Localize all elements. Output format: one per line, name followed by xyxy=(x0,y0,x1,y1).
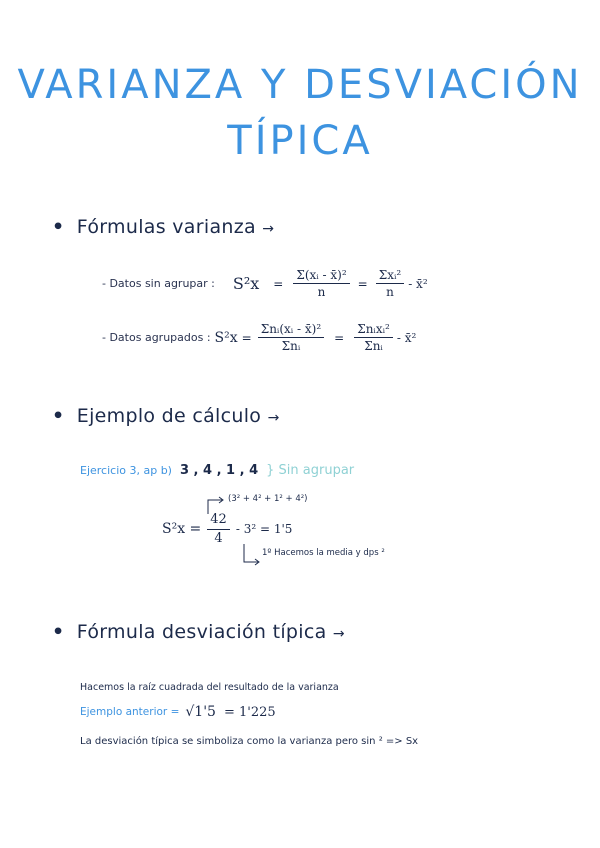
arrow-icon: → xyxy=(262,221,275,237)
deviation-example xyxy=(80,704,276,720)
bullet: • xyxy=(52,216,65,238)
grouped-tail: - x̄² xyxy=(396,330,417,345)
formula-grouped xyxy=(102,322,416,354)
section-deviation-heading xyxy=(52,621,345,643)
fraction-denominator: 4 xyxy=(214,530,223,546)
ungrouped-lhs: S²x xyxy=(232,274,260,294)
exercise-data: 3 , 4 , 1 , 4 xyxy=(179,463,259,478)
page-title-line1: VARIANZA Y DESVIACIÓN xyxy=(17,62,583,108)
grouped-fraction-1 xyxy=(258,322,324,354)
brace-note: } Sin agrupar xyxy=(266,463,355,478)
deviation-line-3: La desviación típica se simboliza como la varianza pero sin ² => Sx xyxy=(80,736,419,747)
arrow-icon: → xyxy=(332,626,345,642)
fraction-denominator: n xyxy=(317,285,326,300)
formula-ungrouped xyxy=(102,268,428,300)
section-formulas-heading xyxy=(52,216,274,238)
equals-sign: = xyxy=(334,330,345,345)
fraction-denominator: n xyxy=(386,285,394,300)
ungrouped-label: - Datos sin agrupar : xyxy=(102,277,215,291)
equals-sign: = xyxy=(241,330,252,345)
annotation-corner-arrow-icon xyxy=(240,542,262,566)
equals-sign: = xyxy=(357,276,368,291)
calc-fraction xyxy=(207,512,230,546)
example-exercise-line xyxy=(80,463,354,478)
heading-text: Fórmula desviación típica xyxy=(76,621,327,643)
fraction-denominator: Σnᵢ xyxy=(281,339,301,354)
page-title-line2: TÍPICA xyxy=(227,118,373,164)
annotation-top: (3² + 4² + 1² + 4²) xyxy=(228,494,308,504)
exercise-label: Ejercicio 3, ap b) xyxy=(80,464,172,477)
equals-sign: = xyxy=(273,276,284,291)
arrow-icon: → xyxy=(267,410,280,426)
section-example-heading xyxy=(52,405,280,427)
example-label: Ejemplo anterior = xyxy=(80,706,180,718)
example-calculation xyxy=(162,512,292,546)
annotation-bottom: 1º Hacemos la media y dps ² xyxy=(262,548,385,558)
bullet: • xyxy=(52,405,65,427)
calc-lhs: S²x = xyxy=(162,521,202,538)
grouped-label: - Datos agrupados : xyxy=(102,331,211,345)
sqrt-result: = 1'225 xyxy=(223,704,276,720)
fraction-numerator: Σnᵢ(xᵢ - x̄)² xyxy=(258,322,324,338)
ungrouped-tail: - x̄² xyxy=(408,276,428,291)
bullet: • xyxy=(52,621,65,643)
sqrt-value: √1'5 xyxy=(185,704,216,720)
ungrouped-fraction-1 xyxy=(293,268,349,300)
fraction-denominator: Σnᵢ xyxy=(364,339,383,354)
grouped-fraction-2 xyxy=(354,322,393,354)
fraction-numerator: Σxᵢ² xyxy=(376,268,404,284)
grouped-lhs: S²x xyxy=(214,329,238,346)
fraction-numerator: 42 xyxy=(207,512,230,530)
calc-rest: - 3² = 1'5 xyxy=(235,522,293,537)
fraction-numerator: Σnᵢxᵢ² xyxy=(354,322,393,338)
ungrouped-fraction-2 xyxy=(376,268,404,300)
fraction-numerator: Σ(xᵢ - x̄)² xyxy=(293,268,349,284)
deviation-line-1: Hacemos la raíz cuadrada del resultado de la varianza xyxy=(80,682,339,693)
heading-text: Ejemplo de cálculo xyxy=(76,405,262,427)
heading-text: Fórmulas varianza xyxy=(76,216,256,238)
